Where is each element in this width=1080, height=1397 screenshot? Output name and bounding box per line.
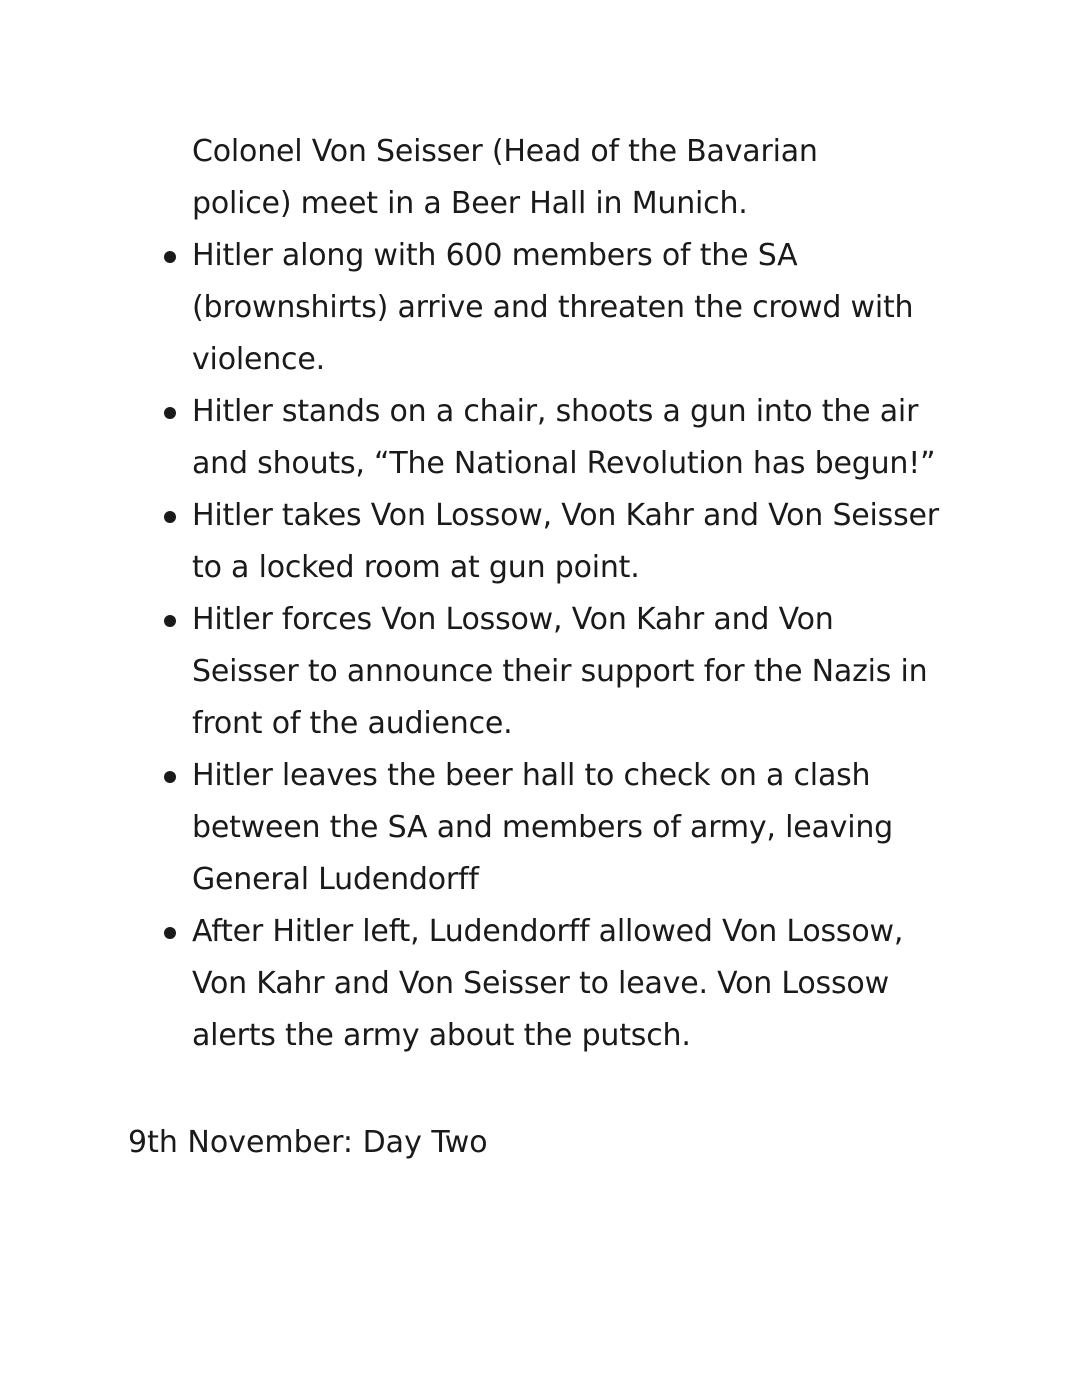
bullet-list <box>192 230 992 1062</box>
intro-line: police) meet in a Beer Hall in Munich. <box>192 186 748 221</box>
list-item-line: and shouts, “The National Revolution has begun!” <box>192 446 936 481</box>
list-item <box>192 750 992 906</box>
list-item <box>192 386 992 490</box>
list-item-line: alerts the army about the putsch. <box>192 1018 691 1053</box>
list-item-line: Hitler along with 600 members of the SA <box>192 238 798 273</box>
bullet-icon <box>164 407 176 419</box>
bullet-icon <box>164 251 176 263</box>
list-item-line: After Hitler left, Ludendorff allowed Von Lossow, <box>192 914 904 949</box>
list-item-line: General Ludendorff <box>192 862 479 897</box>
list-item-line: (brownshirts) arrive and threaten the crowd with <box>192 290 914 325</box>
list-item-line: Von Kahr and Von Seisser to leave. Von Lossow <box>192 966 889 1001</box>
section-heading: 9th November: Day Two <box>128 1125 488 1160</box>
bullet-icon <box>164 511 176 523</box>
list-item <box>192 594 992 750</box>
list-item <box>192 906 992 1062</box>
list-item-line: Hitler forces Von Lossow, Von Kahr and Von <box>192 602 834 637</box>
intro-line: Colonel Von Seisser (Head of the Bavarian <box>192 134 818 169</box>
bullet-icon <box>164 771 176 783</box>
bullet-icon <box>164 615 176 627</box>
list-item-line: between the SA and members of army, leaving <box>192 810 893 845</box>
list-item-line: Hitler leaves the beer hall to check on a clash <box>192 758 871 793</box>
bullet-icon <box>164 927 176 939</box>
list-item-line: violence. <box>192 342 325 377</box>
list-item-line: Hitler takes Von Lossow, Von Kahr and Von Seisser <box>192 498 939 533</box>
list-item <box>192 230 992 386</box>
list-item-line: Seisser to announce their support for the Nazis in <box>192 654 928 689</box>
intro-paragraph <box>192 126 992 230</box>
document-body <box>192 126 992 1062</box>
list-item-line: front of the audience. <box>192 706 513 741</box>
list-item-line: to a locked room at gun point. <box>192 550 640 585</box>
list-item <box>192 490 992 594</box>
list-item-line: Hitler stands on a chair, shoots a gun into the air <box>192 394 919 429</box>
